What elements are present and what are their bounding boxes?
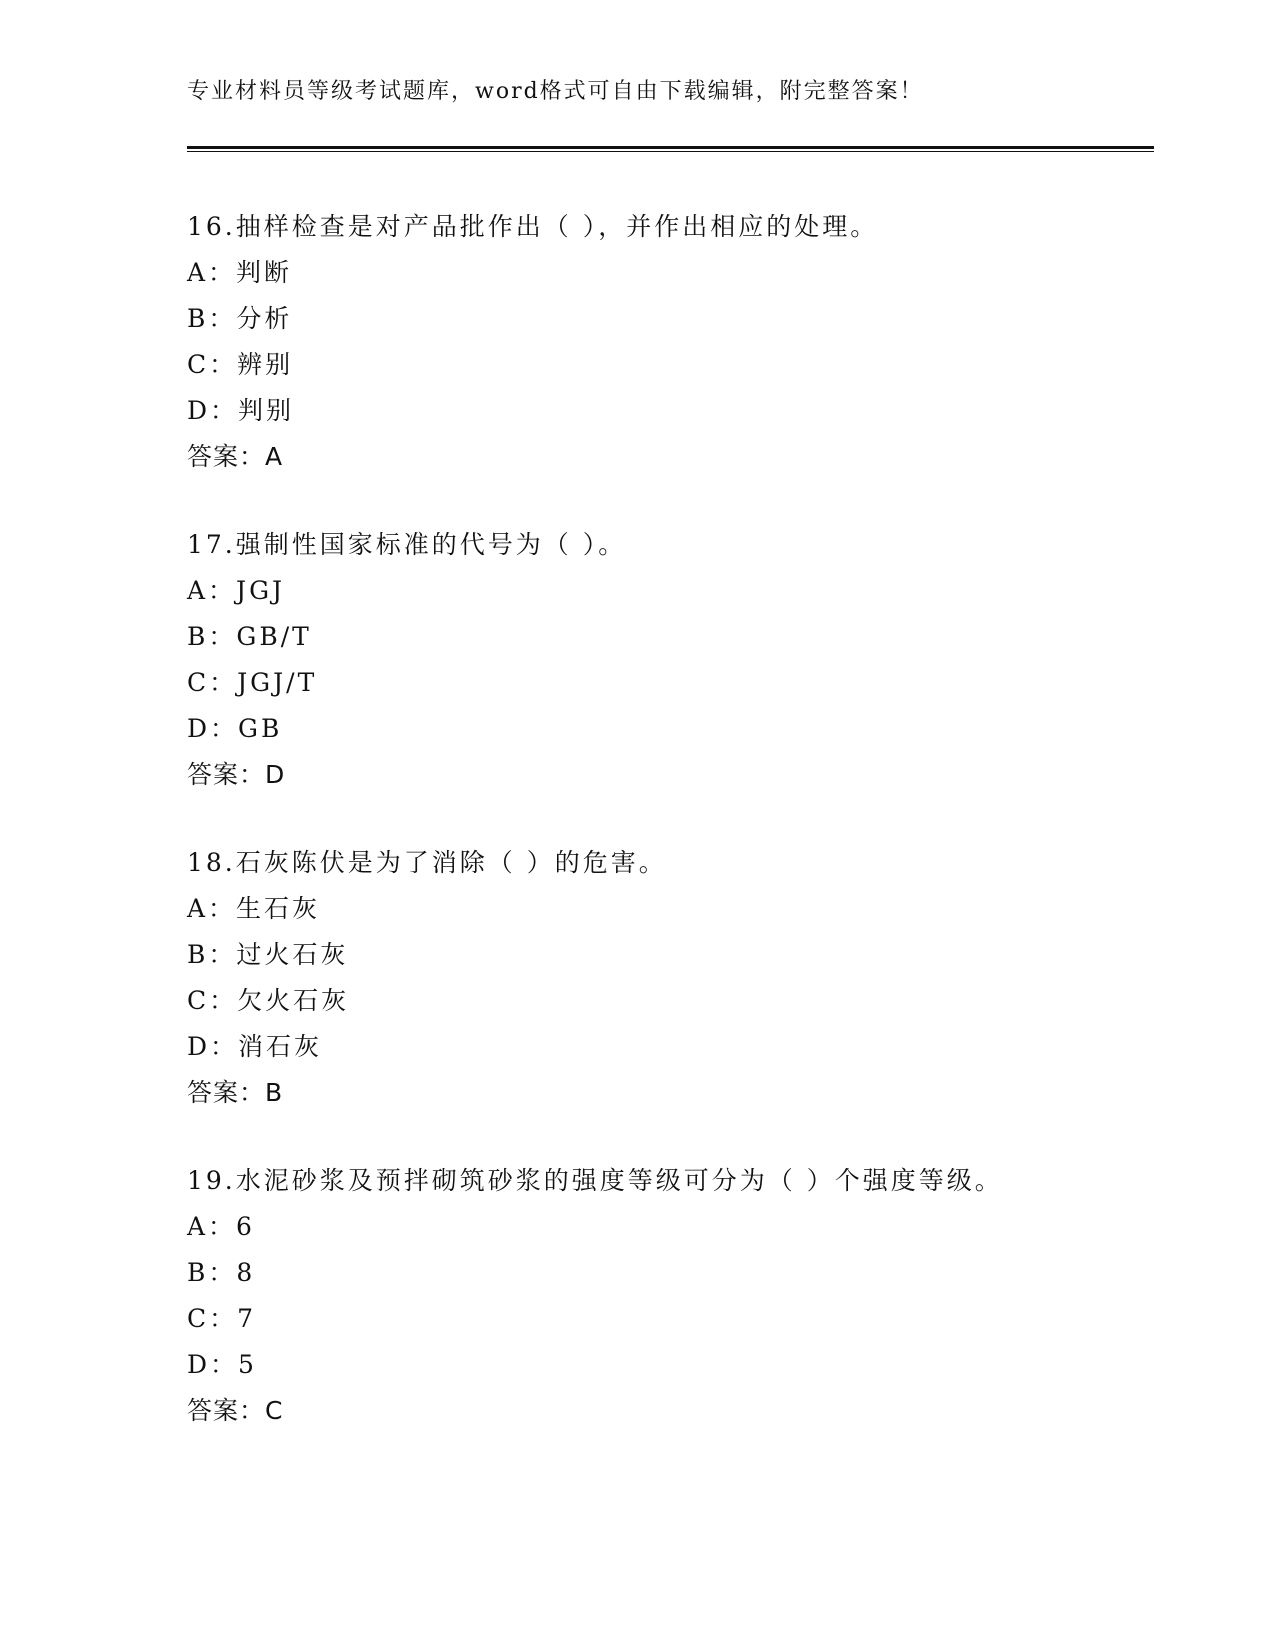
page-header: 专业材料员等级考试题库，word格式可自由下载编辑，附完整答案！ [187,79,924,104]
option-a: A：生石灰 [187,894,321,923]
option-c: C：欠火石灰 [187,986,350,1015]
answer-line: 答案：C [187,1396,284,1425]
question-16 [187,204,1167,480]
option-b: B：GB/T [187,622,312,651]
option-a: A：判断 [187,258,293,287]
question-17 [187,522,1167,798]
option-d: D：5 [187,1350,257,1379]
question-list [187,204,1167,1476]
answer-line: 答案：B [187,1078,284,1107]
question-18 [187,840,1167,1116]
header-rule-thin [187,151,1154,152]
option-b: B：分析 [187,304,293,333]
header-rule-thick [187,146,1154,149]
question-stem: 19.水泥砂浆及预拌砌筑砂浆的强度等级可分为（ ）个强度等级。 [187,1166,1003,1195]
option-d: D：GB [187,714,283,743]
question-stem: 18.石灰陈伏是为了消除（ ）的危害。 [187,848,667,877]
answer-line: 答案：A [187,442,284,471]
option-c: C：辨别 [187,350,294,379]
question-stem: 17.强制性国家标准的代号为（ ）。 [187,530,627,559]
option-a: A：JGJ [187,576,286,605]
option-d: D：消石灰 [187,1032,323,1061]
question-stem: 16.抽样检查是对产品批作出（ ），并作出相应的处理。 [187,212,879,241]
option-d: D：判别 [187,396,295,425]
answer-line: 答案：D [187,760,286,789]
question-19 [187,1158,1167,1434]
option-b: B：8 [187,1258,256,1287]
option-c: C：7 [187,1304,257,1333]
option-a: A：6 [187,1212,255,1241]
option-c: C：JGJ/T [187,668,318,697]
option-b: B：过火石灰 [187,940,349,969]
